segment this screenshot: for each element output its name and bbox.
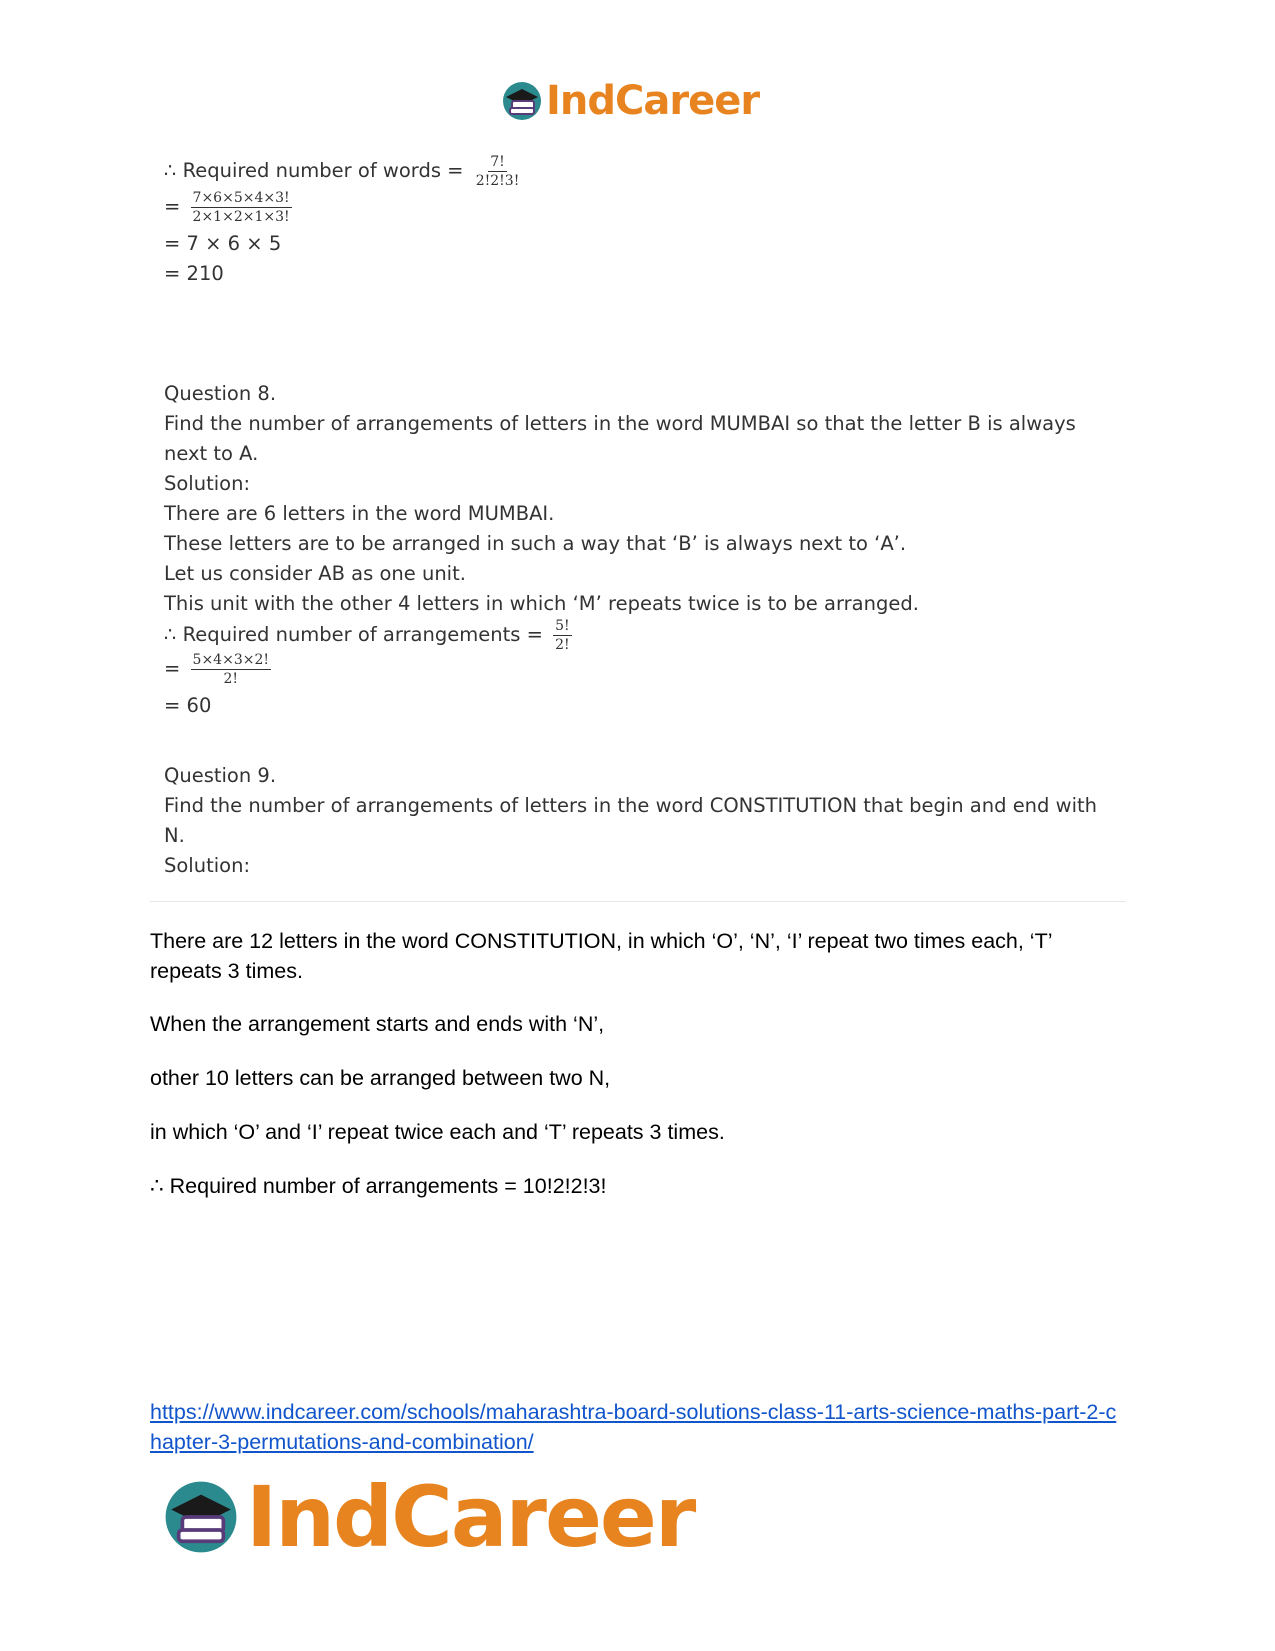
q7-line1: ∴ Required number of words = $\frac{7!}{2!2!3!}$ bbox=[164, 154, 520, 189]
q8-step6: = $\frac{5\times 4\times 3\times 2!}{2!}$ bbox=[164, 652, 269, 687]
q7-line2: = $\frac{7\times 6\times 5\times 4\times 3!}{2\times 1\times 2\times 1\times 3!}$ bbox=[164, 190, 290, 225]
q8-question-line2: next to A. bbox=[164, 442, 259, 465]
header-logo bbox=[500, 78, 759, 124]
q8-step1: There are 6 letters in the word MUMBAI. bbox=[164, 502, 555, 525]
q9-solution-label: Solution: bbox=[164, 854, 251, 877]
q8-title: Question 8. bbox=[164, 382, 277, 405]
fraction: $\frac{5!}{2!}$ bbox=[555, 618, 570, 653]
q7-line4: = 210 bbox=[164, 262, 224, 285]
q8-question-line1: Find the number of arrangements of letters in the word MUMBAI so that the letter B is always bbox=[164, 412, 1076, 435]
fraction: $\frac{7\times 6\times 5\times 4\times 3!}{2\times 1\times 2\times 1\times 3!}$ bbox=[192, 190, 290, 225]
q8-step3: Let us consider AB as one unit. bbox=[164, 562, 466, 585]
solution-paragraph-4: in which ‘O’ and ‘I’ repeat twice each and ‘T’ repeats 3 times. bbox=[150, 1120, 725, 1144]
graduation-book-icon bbox=[500, 79, 544, 123]
fraction: $\frac{7!}{2!2!3!}$ bbox=[475, 154, 520, 189]
divider bbox=[150, 901, 1126, 902]
source-link[interactable]: https://www.indcareer.com/schools/maharashtra-board-solutions-class-11-arts-science-maths-part-2-chapter-3-permutations-and-combination/ bbox=[150, 1400, 1117, 1454]
q8-step7: = 60 bbox=[164, 694, 212, 717]
solution-snippet bbox=[164, 148, 1124, 908]
solution-paragraph-5: ∴ Required number of arrangements = 10!2!2!3! bbox=[150, 1174, 607, 1198]
q8-step4: This unit with the other 4 letters in which ‘M’ repeats twice is to be arranged. bbox=[164, 592, 919, 615]
q8-solution-label: Solution: bbox=[164, 472, 251, 495]
q9-question-line2: N. bbox=[164, 824, 185, 847]
q7-line3: = 7 × 6 × 5 bbox=[164, 232, 282, 255]
solution-paragraph-2: When the arrangement starts and ends with ‘N’, bbox=[150, 1012, 605, 1036]
solution-paragraph-1: There are 12 letters in the word CONSTITUTION, in which ‘O’, ‘N’, ‘I’ repeat two times each, ‘T’ repeats 3 times. bbox=[150, 929, 1052, 983]
graduation-book-icon bbox=[160, 1476, 242, 1558]
logo-text: IndCareer bbox=[546, 78, 760, 124]
footer-logo bbox=[160, 1468, 694, 1566]
logo-text: IndCareer bbox=[246, 1468, 695, 1566]
solution-paragraph-3: other 10 letters can be arranged between two N, bbox=[150, 1066, 611, 1090]
q9-title: Question 9. bbox=[164, 764, 277, 787]
q8-step2: These letters are to be arranged in such a way that ‘B’ is always next to ‘A’. bbox=[164, 532, 907, 555]
q8-step5: ∴ Required number of arrangements = $\frac{5!}{2!}$ bbox=[164, 618, 570, 653]
q9-question-line1: Find the number of arrangements of letters in the word CONSTITUTION that begin and end with bbox=[164, 794, 1097, 817]
fraction: $\frac{5\times 4\times 3\times 2!}{2!}$ bbox=[192, 652, 269, 687]
